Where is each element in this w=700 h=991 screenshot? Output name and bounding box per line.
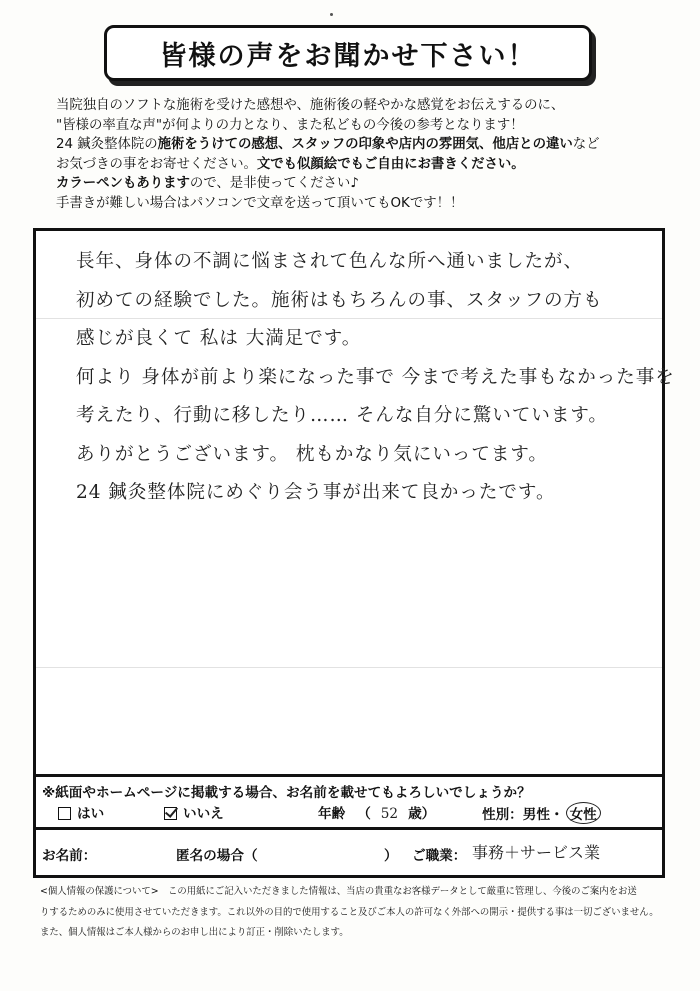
paper-fold <box>36 667 662 668</box>
intro-line-3-suffix: など <box>572 137 600 153</box>
gender-label: 性別： <box>482 807 523 823</box>
intro-line-4-prefix: お気づきの事をお寄せください。 <box>56 156 257 172</box>
intro-line-2: "皆様の率直な声"が何よりの力となり、また私どもの今後の参考となります！ <box>56 117 524 133</box>
privacy-line-1: <個人情報の保護について> この用紙にご記入いただきました情報は、当店の貴重なお客様データとして厳重に管理し、今後のご案内をお送 <box>40 886 637 897</box>
no-label: いいえ <box>183 806 224 822</box>
name-row <box>36 827 662 875</box>
age-close: 歳） <box>408 806 436 822</box>
anon-label: 匿名の場合（ <box>176 848 258 864</box>
publish-question: ※紙面やホームページに掲載する場合、お名前を載せてもよろしいでしょうか？ <box>42 785 531 801</box>
intro-line-3-bold: 施術をうけての感想、スタッフの印象や店内の雰囲気、他店との違い <box>157 137 573 153</box>
female-option[interactable]: 女性 <box>566 802 601 824</box>
privacy-line-3: また、個人情報はご本人様からのお申し出により訂正・削除いたします。 <box>40 927 349 938</box>
age-field[interactable] <box>318 802 435 822</box>
comment-line: ありがとうございます。 枕もかなり気にいってます。 <box>76 443 548 465</box>
intro-line-5-suffix: ので、是非使ってください♪ <box>189 176 359 192</box>
yes-checkbox[interactable] <box>58 807 71 820</box>
privacy-notice <box>40 882 680 944</box>
intro-line-3-prefix: 24 鍼灸整体院の <box>56 137 158 153</box>
age-open: （ <box>357 806 371 822</box>
comment-box <box>33 228 675 878</box>
yes-label: はい <box>77 806 105 822</box>
comment-line: 初めての経験でした。施術はもちろんの事、スタッフの方も <box>76 289 603 311</box>
comment-line: 何より 身体が前より楽になった事で 今まで考えた事もなかった事を <box>76 366 675 388</box>
option-yes[interactable] <box>58 802 104 822</box>
intro-line-5 <box>56 174 676 194</box>
comment-line: 感じが良くて 私は 大満足です。 <box>76 328 362 349</box>
anon-close: ） <box>384 848 398 864</box>
speck <box>330 13 333 16</box>
intro-line-4 <box>56 155 676 175</box>
privacy-line-2: りするためのみに使用させていただきます。これ以外の目的で使用すること及びご本人の許可なく外部への開示・提供する事は一切ございません。 <box>40 906 659 918</box>
intro-line-1: 当院独自のソフトな施術を受けた感想や、施術後の軽やかな感覚をお伝えするのに、 <box>56 98 565 113</box>
comment-line: 考えたり、行動に移したり…… そんな自分に驚いています。 <box>76 405 608 426</box>
comment-line: 24 鍼灸整体院にめぐり会う事が出来て良かったです。 <box>76 482 556 503</box>
intro-line-6: 手書きが難しい場合はパソコンで文章を送って頂いてもOKです！！ <box>56 195 464 211</box>
title-box <box>104 25 592 81</box>
age-label: 年齢 <box>318 806 346 822</box>
handwritten-comment <box>76 243 675 513</box>
page-title: 皆様の声をお聞かせ下さい！ <box>159 40 537 72</box>
job-label: ご職業： <box>412 848 467 864</box>
intro-line-3 <box>56 135 676 155</box>
intro-text <box>56 96 676 214</box>
publish-section <box>36 774 662 875</box>
name-label: お名前： <box>42 848 97 864</box>
age-value: 52 <box>380 806 399 822</box>
job-value: 事務＋サービス業 <box>472 843 601 862</box>
no-checkbox[interactable] <box>164 807 177 820</box>
intro-line-5-bold: カラーペンもあります <box>56 176 190 192</box>
option-no[interactable] <box>164 802 224 822</box>
comment-line: 長年、身体の不調に悩まされて色んな所へ通いましたが、 <box>76 251 584 272</box>
intro-line-4-bold: 文でも似顔絵でもご自由にお書きください。 <box>256 156 525 172</box>
male-option[interactable]: 男性・ <box>522 807 564 823</box>
gender-field[interactable] <box>482 802 601 824</box>
